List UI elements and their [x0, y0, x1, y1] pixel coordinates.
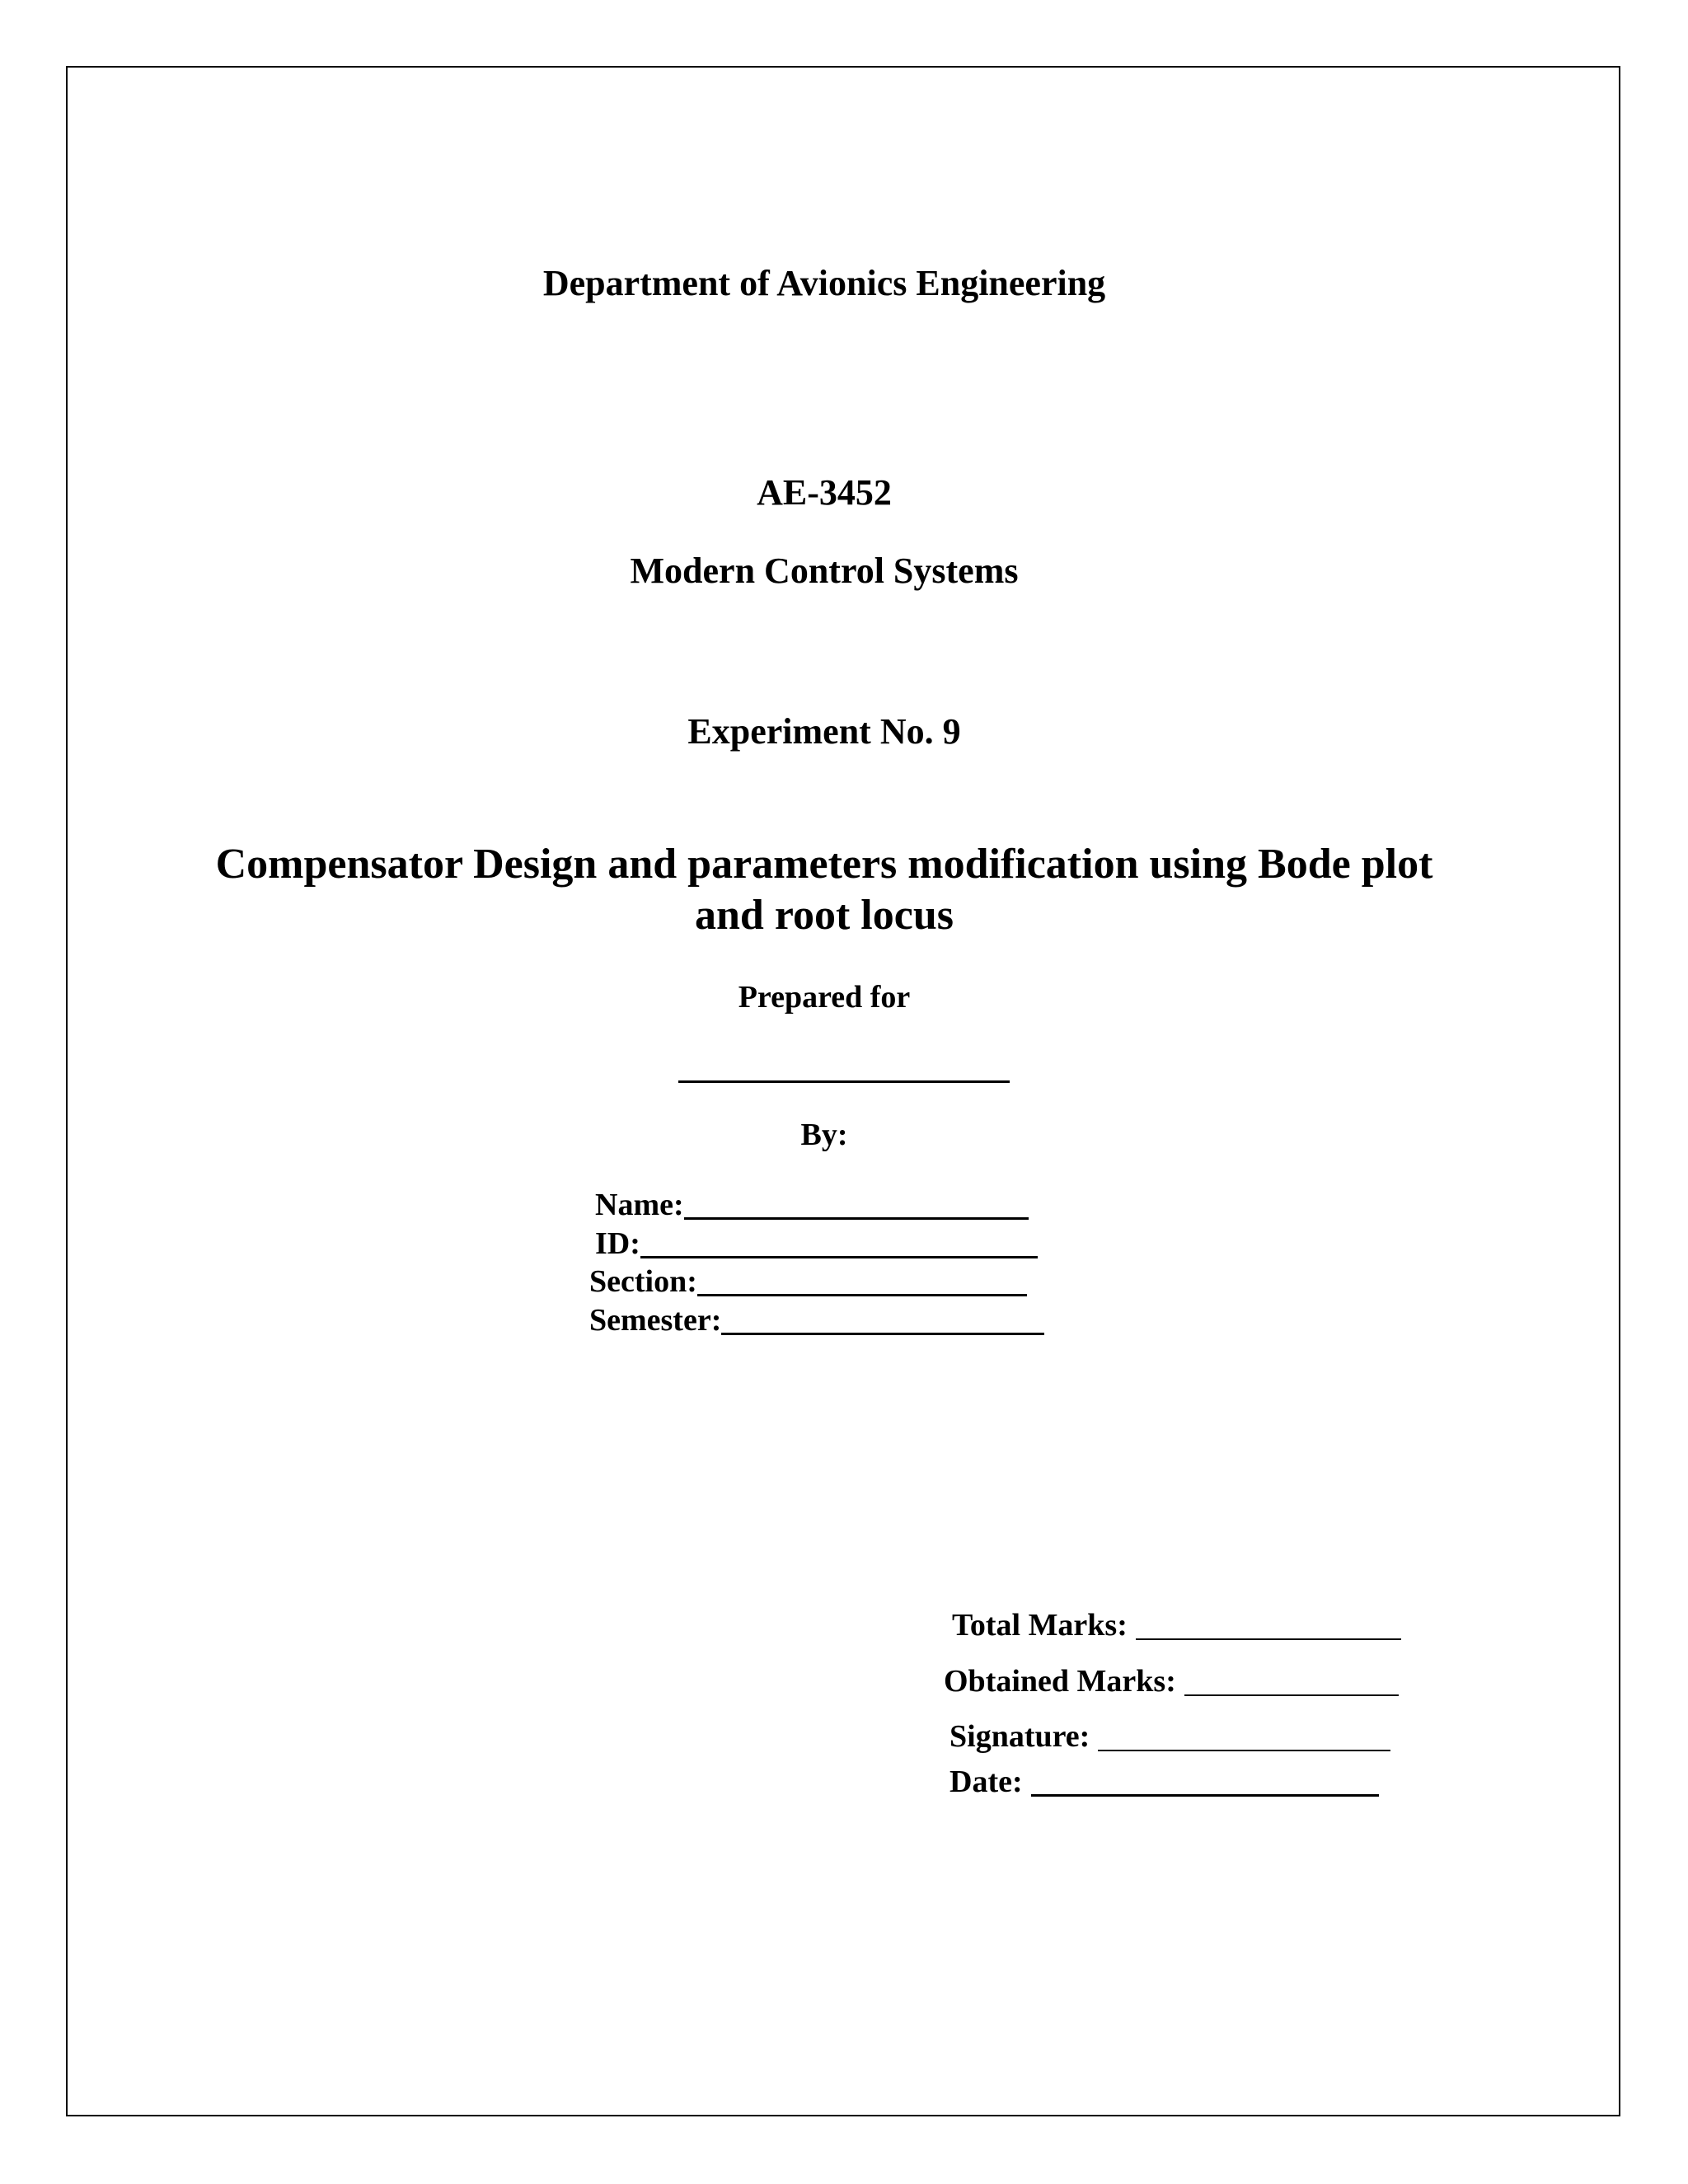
page-border: [66, 66, 1620, 2116]
prepared-for-blank[interactable]: [678, 1080, 1010, 1083]
semester-field: [589, 1302, 1044, 1338]
semester-label: Semester:: [589, 1303, 722, 1338]
section-blank[interactable]: [697, 1264, 1027, 1296]
date-field: [950, 1764, 1379, 1800]
signature-blank[interactable]: [1098, 1720, 1390, 1751]
signature-field: [950, 1718, 1390, 1755]
course-name: Modern Control Systems: [630, 551, 1019, 591]
obtained-marks-blank[interactable]: [1184, 1665, 1399, 1696]
section-label: Section:: [589, 1264, 697, 1299]
signature-label: Signature:: [950, 1719, 1090, 1754]
section-field: [589, 1263, 1027, 1300]
name-label: Name:: [595, 1188, 684, 1222]
department-heading: Department of Avionics Engineering: [542, 263, 1106, 303]
date-label: Date:: [950, 1765, 1023, 1799]
total-marks-field: [952, 1607, 1401, 1643]
obtained-marks-field: [944, 1663, 1399, 1699]
total-marks-label: Total Marks:: [952, 1608, 1128, 1643]
name-blank[interactable]: [684, 1188, 1029, 1220]
course-code: AE-3452: [757, 472, 892, 513]
name-field: [595, 1187, 1029, 1223]
id-blank[interactable]: [640, 1226, 1038, 1258]
obtained-marks-label: Obtained Marks:: [944, 1664, 1176, 1699]
total-marks-blank[interactable]: [1136, 1609, 1401, 1640]
experiment-title: Compensator Design and parameters modification using Bode plot and root locus: [215, 841, 1433, 939]
experiment-number: Experiment No. 9: [687, 711, 961, 752]
date-blank[interactable]: [1031, 1765, 1379, 1797]
semester-blank[interactable]: [721, 1303, 1044, 1335]
by-label: By:: [800, 1118, 848, 1152]
id-label: ID:: [595, 1226, 640, 1261]
prepared-for-label: Prepared for: [738, 980, 911, 1015]
id-field: [595, 1226, 1038, 1262]
